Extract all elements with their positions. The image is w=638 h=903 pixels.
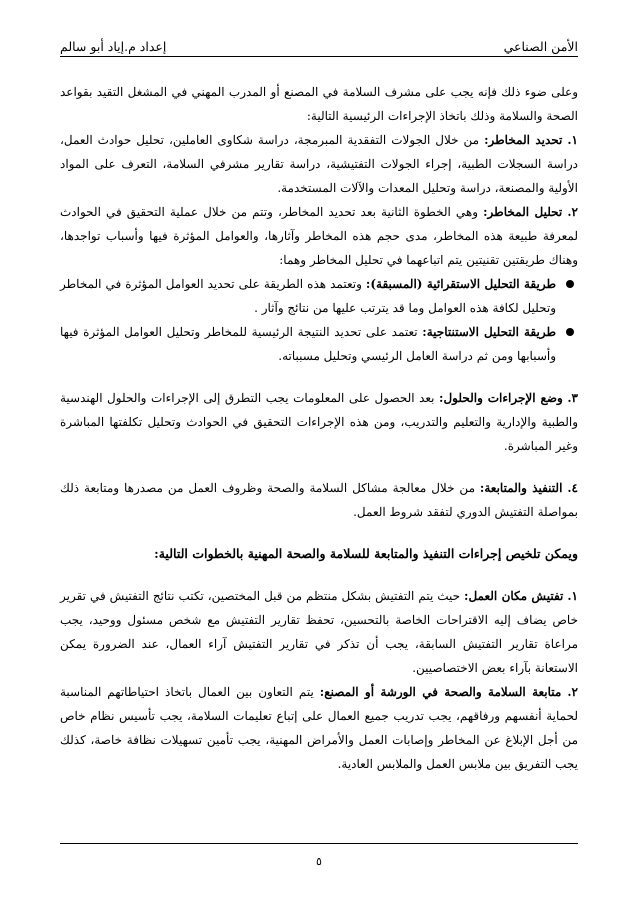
step-term: التنفيذ والمتابعة: (479, 481, 563, 495)
step-number: ٢. (567, 205, 578, 219)
intro-paragraph: وعلى ضوء ذلك فإنه يجب على مشرف السلامة في المصنع أو المدرب المهني في المشغل التقيد بقواعد الصحة والسلامة وذلك باتخاذ الإجراءات الرئيسية التالية: (60, 85, 578, 123)
page-content (60, 80, 578, 776)
step-number: ١. (567, 589, 578, 603)
step-text: بعد الحصول على المعلومات يجب التطرق إلى الإجراءات والحلول الهندسية والطبية والإدارية والتعليم والتدريب، ومن هذه الإجراءات التحقيق في الحوادث وتحليل تكلفتها المباشرة وغير المباشرة. (60, 391, 578, 453)
page-number: ٥ (316, 855, 322, 868)
spacer (60, 368, 578, 386)
step-number: ١. (567, 133, 578, 147)
step-number: ٢. (567, 685, 578, 699)
followup-inspection (60, 584, 578, 680)
followup-safety-monitoring (60, 680, 578, 776)
step-text: من خلال الجولات التفقدية المبرمجة، دراسة شكاوى العاملين، تحليل حوادث العمل، دراسة السجلات الطبية، إجراء الجولات التفتيشية، دراسة تقارير مشرفي السلامة، التعرف على المواد الأولية والمصنعة، دراسة وتحليل المعدات والآلات المستخدمة. (60, 133, 578, 195)
step-text: وهي الخطوة الثانية بعد تحديد المخاطر، وتتم من خلال عملية التحقيق في الحوادث لمعرفة طبيعة هذه المخاطر، مدى حجم هذه المخاطر وآثارها، والعوامل المؤثرة فيها وأسباب تواجدها، وهناك طريقتين تقنيتين يتم اتباعهما في تحليل المخاطر وهما: (60, 205, 578, 267)
method-term: طريقة التحليل الاستنتاجية: (422, 325, 556, 339)
summary-heading: ويمكن تلخيص إجراءات التنفيذ والمتابعة للسلامة والصحة المهنية بالخطوات التالية: (154, 546, 578, 561)
page-header (60, 32, 578, 57)
spacer (60, 458, 578, 476)
method-text: وتعتمد هذه الطريقة على تحديد العوامل المؤثرة في المخاطر وتحليل لكافة هذه العوامل وما قد يترتب عليها من نتائج وآثار . (60, 277, 556, 315)
spacer (60, 524, 578, 542)
step-term: متابعة السلامة والصحة في الورشة أو المصنع: (319, 685, 562, 699)
step-text: حيث يتم التفتيش بشكل منتظم من قبل المختصين، تكتب نتائج التفتيش في تقرير خاص يضاف إليه الاقتراحات الخاصة بالتحسين، تحفظ تقارير التفتيش مع شخص مسئول ووحيد، يجب مراعاة تقارير التفتيش السابقة، يجب أن تذكر في تقارير التفتيش آراء العمال، عند الضرورة يمكن الاستعانة بآراء بعض الاختصاصيين. (60, 589, 578, 675)
step-analyze-hazards (60, 200, 578, 272)
step-text: يتم التعاون بين العمال باتخاذ احتياطاتهم المناسبة لحماية أنفسهم ورفاقهم، يجب تدريب جميع العمال على إتباع تعليمات السلامة، يجب تأسيس نظام خاص من أجل الإبلاغ عن المخاطر وإصابات العمل والأمراض المهنية، يجب تأمين تسهيلات نظافة خاصة، كذلك يجب التفريق بين ملابس العمل والملابس العادية. (60, 685, 578, 771)
step-term: وضع الإجراءات والحلول: (439, 391, 563, 405)
method-deductive (60, 320, 578, 368)
method-text: تعتمد على تحديد النتيجة الرئيسية للمخاطر وتحليل العوامل المؤثرة فيها وأسبابها ومن ثم دراسة العامل الرئيسي وتحليل مسبباته. (60, 325, 556, 363)
header-author: إعداد م.إياد أبو سالم (60, 39, 167, 54)
step-procedures-solutions (60, 386, 578, 458)
header-title: الأمن الصناعي (503, 39, 578, 54)
step-term: تفتيش مكان العمل: (464, 589, 564, 603)
bullet-icon (566, 280, 574, 288)
step-term: تحديد المخاطر: (484, 133, 563, 147)
step-number: ٣. (567, 391, 578, 405)
footer-divider (60, 843, 578, 844)
spacer (60, 566, 578, 584)
step-implementation (60, 476, 578, 524)
bullet-icon (566, 328, 574, 336)
method-term: طريقة التحليل الاستقرائية (المسبقة): (365, 277, 556, 291)
method-inductive (60, 272, 578, 320)
step-text: من خلال معالجة مشاكل السلامة والصحة وظروف العمل من مصدرها ومتابعة ذلك بمواصلة التفتيش الدوري لتفقد شروط العمل. (60, 481, 578, 519)
step-term: تحليل المخاطر: (483, 205, 563, 219)
step-number: ٤. (567, 481, 578, 495)
step-identify-hazards (60, 128, 578, 200)
